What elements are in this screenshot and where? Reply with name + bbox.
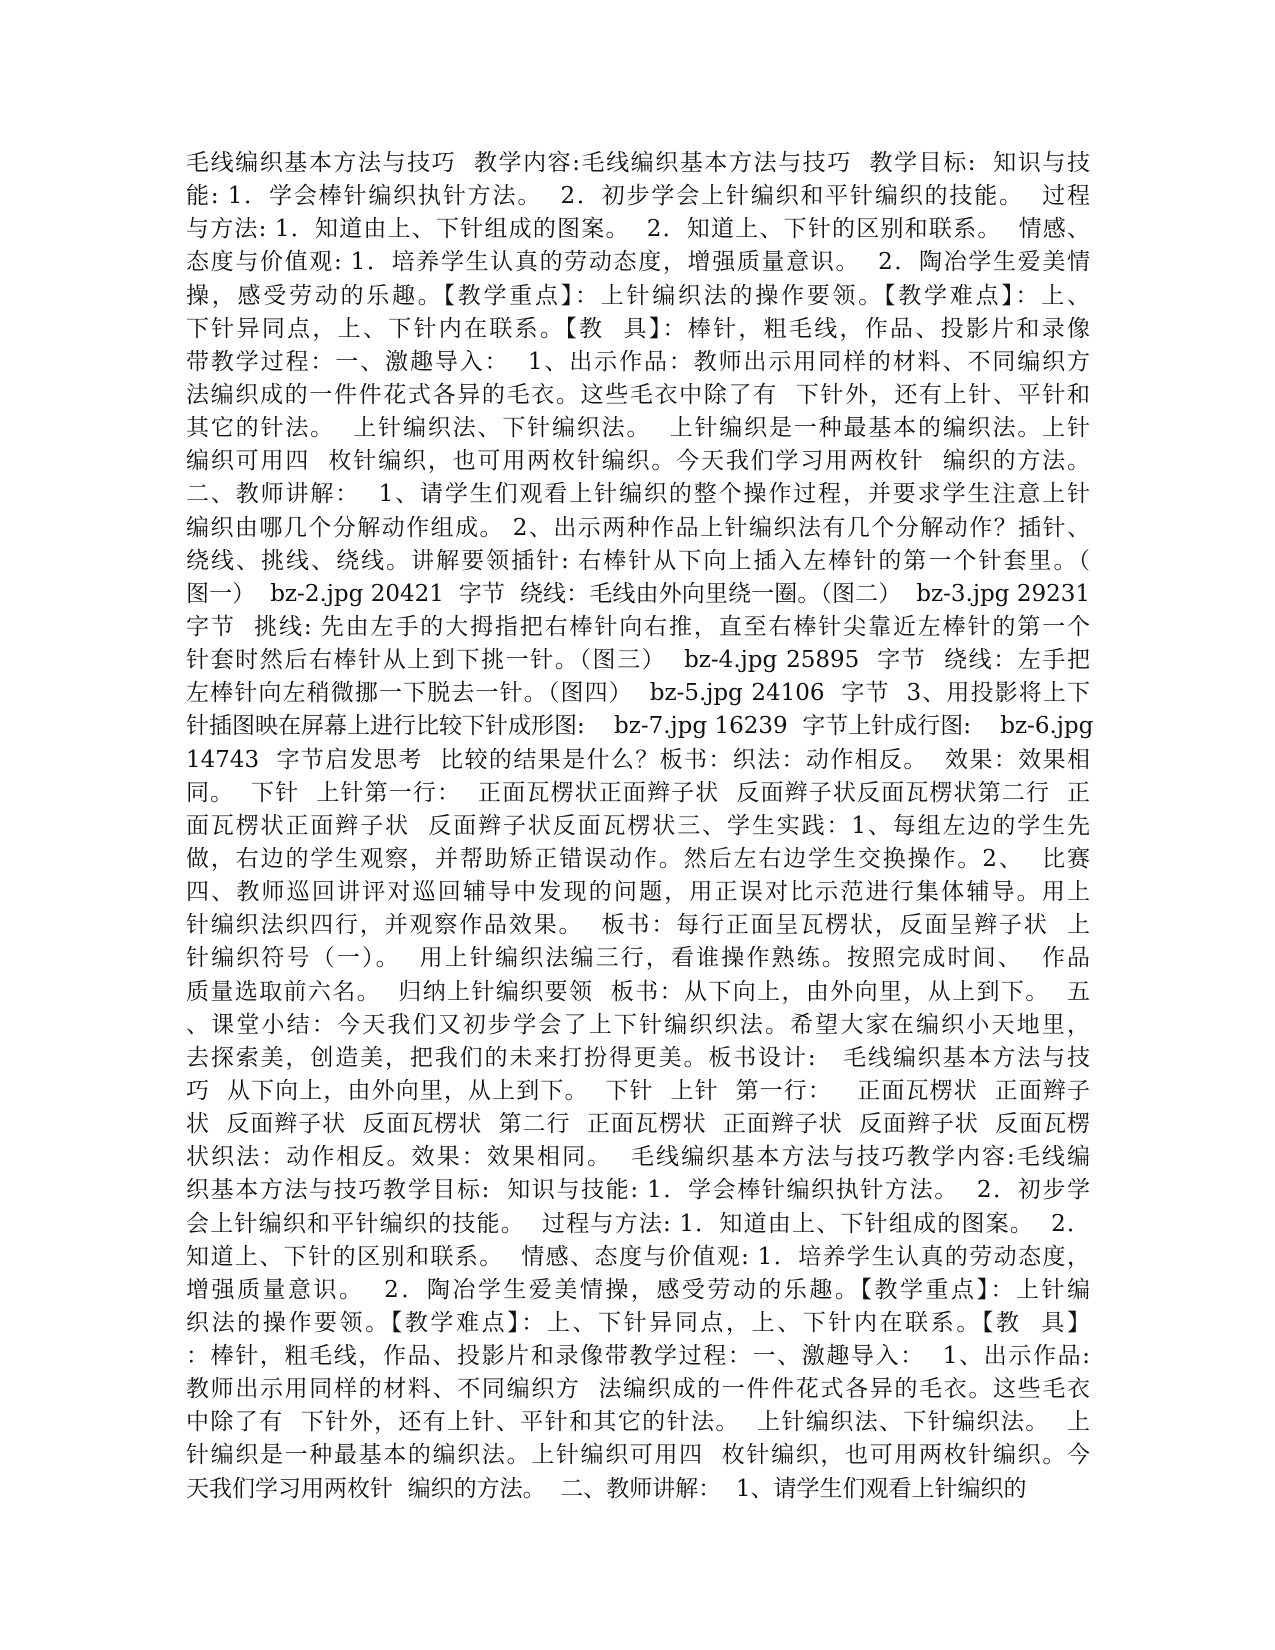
text-line: 下针异同点，上、下针内在联系。【教 具】：棒针，粗毛线，作品、投影片和录像 <box>186 315 1090 342</box>
text-line: 会上针编织和平针编织的技能。 过程与方法: 1．知道由上、下针组成的图案。 2． <box>186 1210 1090 1237</box>
text-line: 织法的操作要领。【教学难点】：上、下针异同点，上、下针内在联系。【教 具】 <box>186 1309 1090 1336</box>
text-line: 法编织成的一件件花式各异的毛衣。这些毛衣中除了有 下针外，还有上针、平针和 <box>186 381 1090 408</box>
text-line: 天我们学习用两枚针 编织的方法。 二、教师讲解： 1、请学生们观看上针编织的 <box>186 1475 1027 1502</box>
text-line: 图一） bz-2.jpg 20421 字节 绕线：毛线由外向里绕一圈。（图二） bz-3.jpg 29231 <box>186 580 1090 607</box>
text-line: 同。 下针 上针第一行： 正面瓦楞状正面辫子状 反面辫子状反面瓦楞状第二行 正 <box>186 779 1090 806</box>
text-line: 巧 从下向上，由外向里，从上到下。 下针 上针 第一行： 正面瓦楞状 正面辫子 <box>186 1077 1090 1104</box>
text-line: 编织由哪几个分解动作组成。 2、出示两种作品上针编织法有几个分解动作？插针、 <box>186 514 1090 541</box>
text-line: 织基本方法与技巧教学目标: 知识与技能: 1．学会棒针编织执针方法。 2．初步学 <box>186 1177 1090 1204</box>
text-line: 14743 字节启发思考 比较的结果是什么？板书：织法：动作相反。 效果：效果相 <box>186 746 1090 773</box>
text-line: 教师出示用同样的材料、不同编织方 法编织成的一件件花式各异的毛衣。这些毛衣 <box>186 1376 1090 1403</box>
text-line: 其它的针法。 上针编织法、下针编织法。 上针编织是一种最基本的编织法。上针 <box>186 415 1090 442</box>
text-line: 知道上、下针的区别和联系。 情感、态度与价值观: 1．培养学生认真的劳动态度， <box>186 1243 1090 1270</box>
text-line: 左棒针向左稍微挪一下脱去一针。（图四） bz-5.jpg 24106 字节 3、用投影将上下 <box>186 680 1090 707</box>
text-line: 中除了有 下针外，还有上针、平针和其它的针法。 上针编织法、下针编织法。 上 <box>186 1409 1090 1436</box>
text-line: 二、教师讲解： 1、请学生们观看上针编织的整个操作过程，并要求学生注意上针 <box>186 481 1090 508</box>
text-line: ：棒针，粗毛线，作品、投影片和录像带教学过程：一、激趣导入： 1、出示作品: <box>186 1343 1090 1370</box>
text-line: 编织可用四 枚针编织，也可用两枚针编织。今天我们学习用两枚针 编织的方法。 <box>186 448 1090 475</box>
text-line: 毛线编织基本方法与技巧 教学内容:毛线编织基本方法与技巧 教学目标: 知识与技 <box>186 150 1090 176</box>
text-line: 增强质量意识。 2．陶冶学生爱美情操，感受劳动的乐趣。【教学重点】：上针编 <box>186 1276 1090 1303</box>
text-line: 针编织是一种最基本的编织法。上针编织可用四 枚针编织，也可用两枚针编织。今 <box>186 1442 1090 1469</box>
text-line: 针套时然后右棒针从上到下挑一针。（图三） bz-4.jpg 25895 字节 绕线：左手把 <box>186 647 1090 674</box>
text-line: 绕线、挑线、绕线。讲解要领插针: 右棒针从下向上插入左棒针的第一个针套里。（ <box>186 547 1090 574</box>
text-line: 面瓦楞状正面辫子状 反面辫子状反面瓦楞状三、学生实践：1、每组左边的学生先 <box>186 812 1090 839</box>
text-line: 字节 挑线: 先由左手的大拇指把右棒针向右推，直至右棒针尖靠近左棒针的第一个 <box>186 613 1090 640</box>
document-body <box>186 147 1094 1506</box>
text-line: 带教学过程：一、激趣导入： 1、出示作品：教师出示用同样的材料、不同编织方 <box>186 348 1090 375</box>
text-line: 针插图映在屏幕上进行比较下针成形图: bz-7.jpg 16239 字节上针成行图: bz-6.jpg <box>186 713 1094 740</box>
text-line: 与方法: 1．知道由上、下针组成的图案。 2．知道上、下针的区别和联系。 情感、 <box>186 216 1090 243</box>
text-line: 、课堂小结：今天我们又初步学会了上下针编织织法。希望大家在编织小天地里， <box>186 1011 1090 1038</box>
text-line: 做，右边的学生观察，并帮助矫正错误动作。然后左右边学生交换操作。2、 比赛 <box>186 845 1090 872</box>
text-line: 质量选取前六名。 归纳上针编织要领 板书：从下向上，由外向里，从上到下。 五 <box>186 978 1090 1005</box>
text-line: 针编织符号（一）。 用上针编织法编三行，看谁操作熟练。按照完成时间、 作品 <box>186 945 1090 972</box>
text-line: 四、教师巡回讲评对巡回辅导中发现的问题，用正误对比示范进行集体辅导。用上 <box>186 879 1090 906</box>
text-line: 针编织法织四行，并观察作品效果。 板书：每行正面呈瓦楞状，反面呈辫子状 上 <box>186 912 1090 939</box>
text-line: 能: 1．学会棒针编织执针方法。 2．初步学会上针编织和平针编织的技能。 过程 <box>186 183 1090 210</box>
text-line: 态度与价值观: 1．培养学生认真的劳动态度，增强质量意识。 2．陶冶学生爱美情 <box>186 249 1090 276</box>
text-line: 状织法：动作相反。效果：效果相同。 毛线编织基本方法与技巧教学内容:毛线编 <box>186 1144 1090 1171</box>
text-line: 去探索美，创造美，把我们的未来打扮得更美。板书设计: 毛线编织基本方法与技 <box>186 1044 1090 1071</box>
text-line: 操，感受劳动的乐趣。【教学重点】：上针编织法的操作要领。【教学难点】：上、 <box>186 282 1090 309</box>
text-line: 状 反面辫子状 反面瓦楞状 第二行 正面瓦楞状 正面辫子状 反面辫子状 反面瓦楞 <box>186 1111 1090 1138</box>
